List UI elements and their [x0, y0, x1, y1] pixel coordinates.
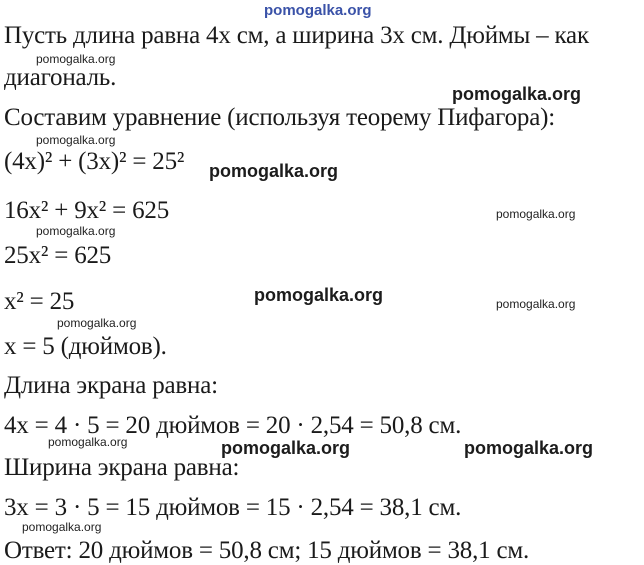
watermark: pomogalka.org — [464, 438, 594, 458]
watermark: pomogalka.org — [452, 84, 582, 104]
watermark: pomogalka.org — [264, 2, 372, 19]
text-width-heading: Ширина экрана равна: — [4, 454, 240, 481]
equation-pythagoras: (4x)² + (3x)² = 25² — [4, 148, 185, 175]
answer-line: Ответ: 20 дюймов = 50,8 см; 15 дюймов = 38,1 см. — [4, 537, 530, 564]
watermark: pomogalka.org — [221, 438, 351, 458]
equation-length: 4x = 4 · 5 = 20 дюймов = 20 · 2,54 = 50,8 см. — [4, 412, 462, 439]
watermark: pomogalka.org — [36, 52, 116, 66]
equation-solution: x = 5 (дюймов). — [4, 333, 167, 360]
equation-combined: 25x² = 625 — [4, 242, 112, 269]
watermark: pomogalka.org — [57, 316, 137, 330]
watermark: pomogalka.org — [496, 297, 576, 311]
watermark: pomogalka.org — [48, 435, 128, 449]
watermark: pomogalka.org — [36, 133, 116, 147]
watermark: pomogalka.org — [254, 285, 384, 305]
text-length-heading: Длина экрана равна: — [4, 372, 218, 399]
text-line-2: диагональ. — [4, 64, 117, 91]
text-line-3: Составим уравнение (используя теорему Пифагора): — [4, 104, 555, 131]
text-line-1: Пусть длина равна 4x см, а ширина 3x см. Дюймы – как — [4, 22, 589, 49]
watermark: pomogalka.org — [22, 520, 102, 534]
equation-square: x² = 25 — [4, 288, 75, 315]
watermark: pomogalka.org — [209, 161, 339, 181]
equation-sum: 16x² + 9x² = 625 — [4, 197, 169, 224]
watermark: pomogalka.org — [36, 224, 116, 238]
watermark: pomogalka.org — [496, 207, 576, 221]
equation-width: 3x = 3 · 5 = 15 дюймов = 15 · 2,54 = 38,1 см. — [4, 494, 462, 521]
